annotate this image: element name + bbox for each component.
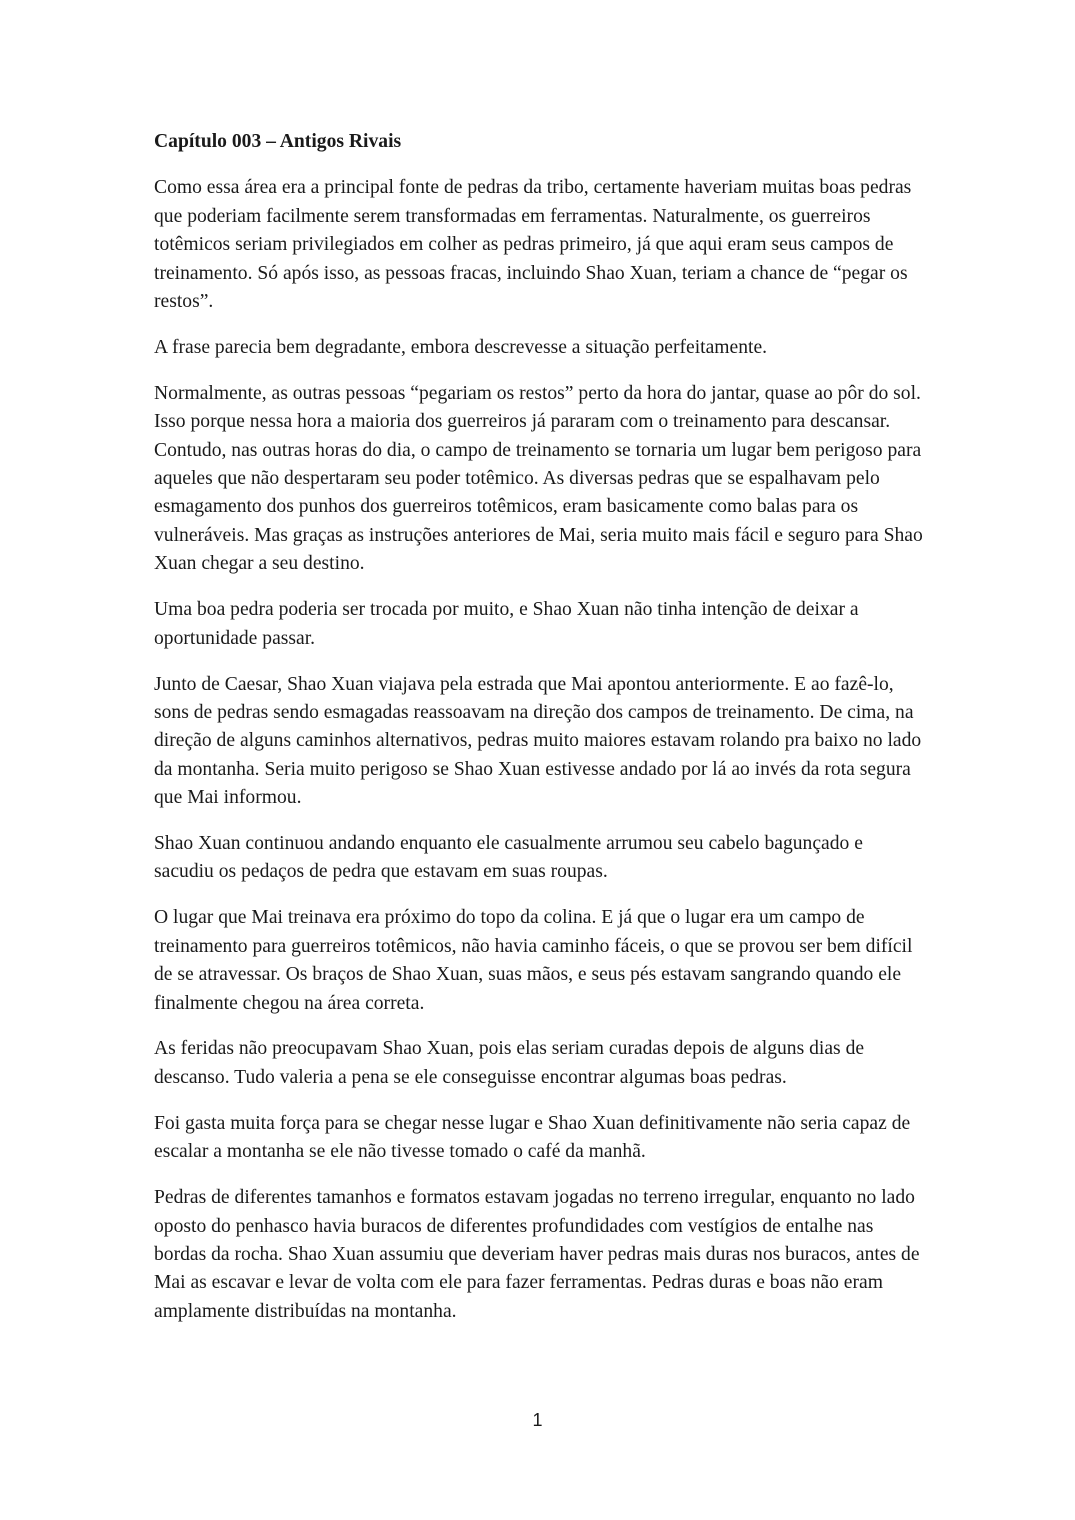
- paragraph-1: Como essa área era a principal fonte de pedras da tribo, certamente haveriam muitas boas pedras que poderiam facilmente serem transformadas em ferramentas. Naturalmente, os guerreiros totêmicos seriam privilegiados em colher as pedras primeiro, já que aqui eram seus campos de treinamento. Só após isso, as pessoas fracas, incluindo Shao Xuan, teriam a chance de “pegar os restos”.: [154, 177, 912, 313]
- paragraph-2: A frase parecia bem degradante, embora descrevesse a situação perfeitamente.: [154, 336, 768, 358]
- paragraph-6: Shao Xuan continuou andando enquanto ele casualmente arrumou seu cabelo bagunçado e sacudiu os pedaços de pedra que estavam em suas roupas.: [154, 833, 863, 883]
- paragraph-10: Pedras de diferentes tamanhos e formatos estavam jogadas no terreno irregular, enquanto no lado oposto do penhasco havia buracos de diferentes profundidades com vestígios de entalhe nas bordas da rocha. Shao Xuan assumiu que deveriam haver pedras mais duras nos buracos, antes de Mai as escavar e levar de volta com ele para fazer ferramentas. Pedras duras e boas não eram amplamente distribuídas na montanha.: [154, 1187, 920, 1322]
- paragraph-8: As feridas não preocupavam Shao Xuan, pois elas seriam curadas depois de alguns dias de descanso. Tudo valeria a pena se ele conseguisse encontrar algumas boas pedras.: [154, 1038, 865, 1088]
- paragraph-3: Normalmente, as outras pessoas “pegariam os restos” perto da hora do jantar, quase ao pôr do sol. Isso porque nessa hora a maioria dos guerreiros já pararam com o treinamento para descansar. Contudo, nas outras horas do dia, o campo de treinamento se tornaria um lugar bem perigoso para aqueles que não despertaram seu poder totêmico. As diversas pedras que se espalhavam pelo esmagamento dos punhos dos guerreiros totêmicos, eram basicamente como balas para os vulneráveis. Mas graças as instruções anteriores de Mai, seria muito mais fácil e seguro para Shao Xuan chegar a seu destino.: [154, 382, 923, 575]
- paragraph-4: Uma boa pedra poderia ser trocada por muito, e Shao Xuan não tinha intenção de deixar a oportunidade passar.: [154, 599, 859, 649]
- paragraph-5: Junto de Caesar, Shao Xuan viajava pela estrada que Mai apontou anteriormente. E ao fazê-lo, sons de pedras sendo esmagadas reassoavam na direção dos campos de treinamento. De cima, na direção de alguns caminhos alternativos, pedras muito maiores estavam rolando pra baixo no lado da montanha. Seria muito perigoso se Shao Xuan estivesse andado por lá ao invés da rota segura que Mai informou.: [154, 673, 922, 809]
- paragraph-7: O lugar que Mai treinava era próximo do topo da colina. E já que o lugar era um campo de treinamento para guerreiros totêmicos, não havia caminho fáceis, o que se provou ser bem difícil de se atravessar. Os braços de Shao Xuan, suas mãos, e seus pés estavam sangrando quando ele finalmente chegou na área correta.: [154, 907, 913, 1014]
- chapter-title: Capítulo 003 – Antigos Rivais: [154, 131, 402, 152]
- paragraph-9: Foi gasta muita força para se chegar nesse lugar e Shao Xuan definitivamente não seria capaz de escalar a montanha se ele não tivesse tomado o café da manhã.: [154, 1112, 911, 1163]
- page-content: [154, 128, 924, 1344]
- page-number: 1: [532, 1410, 543, 1430]
